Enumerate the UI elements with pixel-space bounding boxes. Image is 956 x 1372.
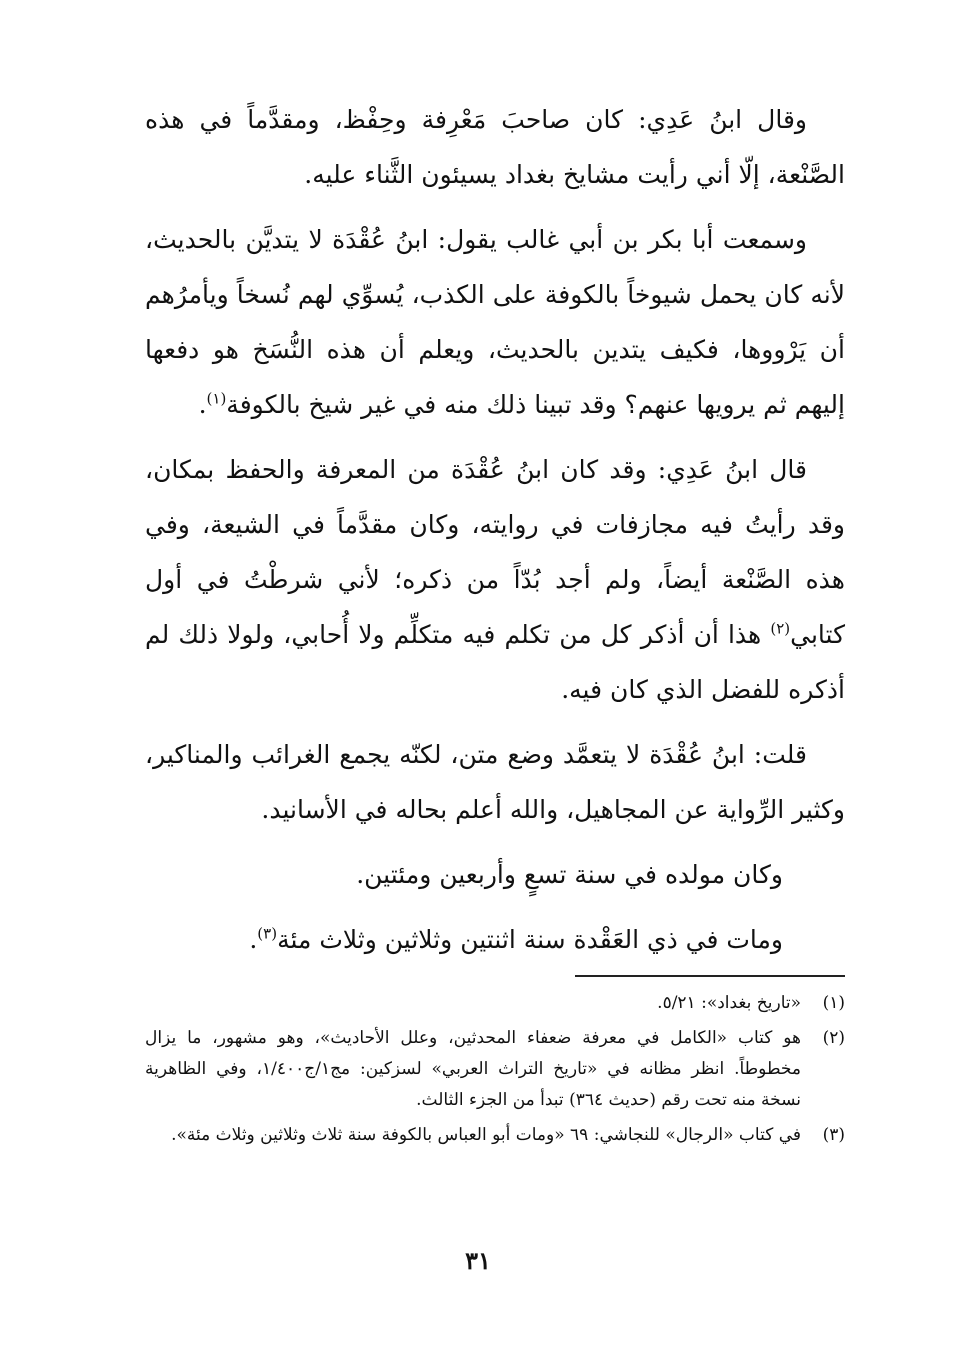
paragraph-3	[145, 442, 845, 717]
paragraph-6-text: ومات في ذي العَقْدة سنة اثنتين وثلاثين وثلاث مئة	[277, 925, 783, 954]
footnote-1-body	[145, 988, 801, 1019]
paragraph-1	[145, 92, 845, 202]
main-text	[145, 92, 845, 967]
paragraph-5-text: وكان مولده في سنة تسعٍ وأربعين ومئتين.	[356, 860, 783, 889]
footnote-ref-1[interactable]: (١)	[206, 389, 227, 408]
footnote-ref-3[interactable]: (٣)	[257, 924, 278, 943]
paragraph-4-text: قلت: ابنُ عُقْدَة لا يتعمَّد وضع متن، لكنّه يجمع الغرائب والمناكير، وكثير الرِّواية عن المجاهيل، والله أعلم بحاله في الأسانيد.	[145, 740, 845, 824]
paragraph-2: وسمعت أبا بكر بن أبي غالب يقول: ابنُ عُقْدَة لا يتديَّن بالحديث، لأنه كان يحمل شيوخاً بالكوفة على الكذب، يُسوِّي لهم نُسخاً ويأمرُهم أن يَرْووها، فكيف يتدين بالحديث، ويعلم أن هذه النُّسَخ هو دفعها إليهم ثم يرويها عنهم؟ وقد تبينا ذلك منه في غير شيخ بالكوفة$^{(١)}$.	[145, 225, 845, 419]
page-number: ٣١	[465, 1246, 491, 1275]
paragraph-3-text: قال ابنُ عَدِي: وقد كان ابنُ عُقْدَة من المعرفة والحفظ بمكان، وقد رأيتُ فيه مجازفات في روايته، وكان مقدَّماً في الشيعة، وفي هذه الصَّنْعة أيضاً، ولم أجد بُدّاً من ذكره؛ لأني شرطْتُ في أول كتابي	[145, 455, 845, 649]
footnote-ref-2[interactable]: (٢)	[770, 619, 791, 638]
paragraph-6: ومات في ذي العَقْدة سنة اثنتين وثلاثين وثلاث مئة$^{(٣)}$.	[249, 924, 783, 954]
footnote-2-text: هو كتاب «الكامل في معرفة ضعفاء المحدثين، وعلل الأحاديث»، وهو مشهور، ما يزال مخطوطاً. انظر مظانه في «تاريخ التراث العربي» لسزكين: مج١/ج١/٤٠٠، وفي الظاهرية نسخة منه تحت رقم (حديث ٣٦٤) تبدأ من الجزء الثالث.	[145, 1028, 801, 1110]
paragraph-3-tail: هذا أن أذكر كل من تكلم فيه متكلِّم ولا أُحابي، ولولا ذلك لم أذكره للفضل الذي كان فيه.	[145, 620, 845, 704]
paragraph-2-text: وسمعت أبا بكر بن أبي غالب يقول: ابنُ عُقْدَة لا يتديَّن بالحديث، لأنه كان يحمل شيوخاً بالكوفة على الكذب، يُسوِّي لهم نُسخاً ويأمرُهم أن يَرْووها، فكيف يتدين بالحديث، ويعلم أن هذه النُّسَخ هو دفعها إليهم ثم يرويها عنهم؟ وقد تبينا ذلك منه في غير شيخ بالكوفة	[145, 225, 845, 419]
footnotes-section	[145, 988, 845, 1155]
footnote-1-number: (١)	[822, 993, 845, 1013]
footnote-2-number: (٢)	[822, 1028, 845, 1048]
paragraph-5	[145, 847, 845, 902]
footnote-divider	[575, 975, 845, 977]
footnote-3-number: (٣)	[822, 1125, 845, 1145]
footnote-1-text: «تاريخ بغداد»: ٥/٢١.	[657, 993, 801, 1013]
footnote-2-body	[145, 1023, 801, 1116]
footnote-3	[145, 1120, 845, 1151]
footnote-2	[145, 1023, 845, 1116]
footnote-3-body	[145, 1120, 801, 1151]
footnote-3-text: في كتاب «الرجال» للنجاشي: ٦٩ «ومات أبو العباس بالكوفة سنة ثلاث وثلاثين وثلاث مئة».	[171, 1125, 801, 1145]
paragraph-1-text: وقال ابنُ عَدِي: كان صاحبَ مَعْرِفة وحِفْظ، ومقدَّماً في هذه الصَّنْعة، إلّا أني رأيت مشايخ بغداد يسيئون الثَّناء عليه.	[145, 105, 845, 189]
paragraph-4	[145, 727, 845, 837]
footnote-1	[145, 988, 845, 1019]
